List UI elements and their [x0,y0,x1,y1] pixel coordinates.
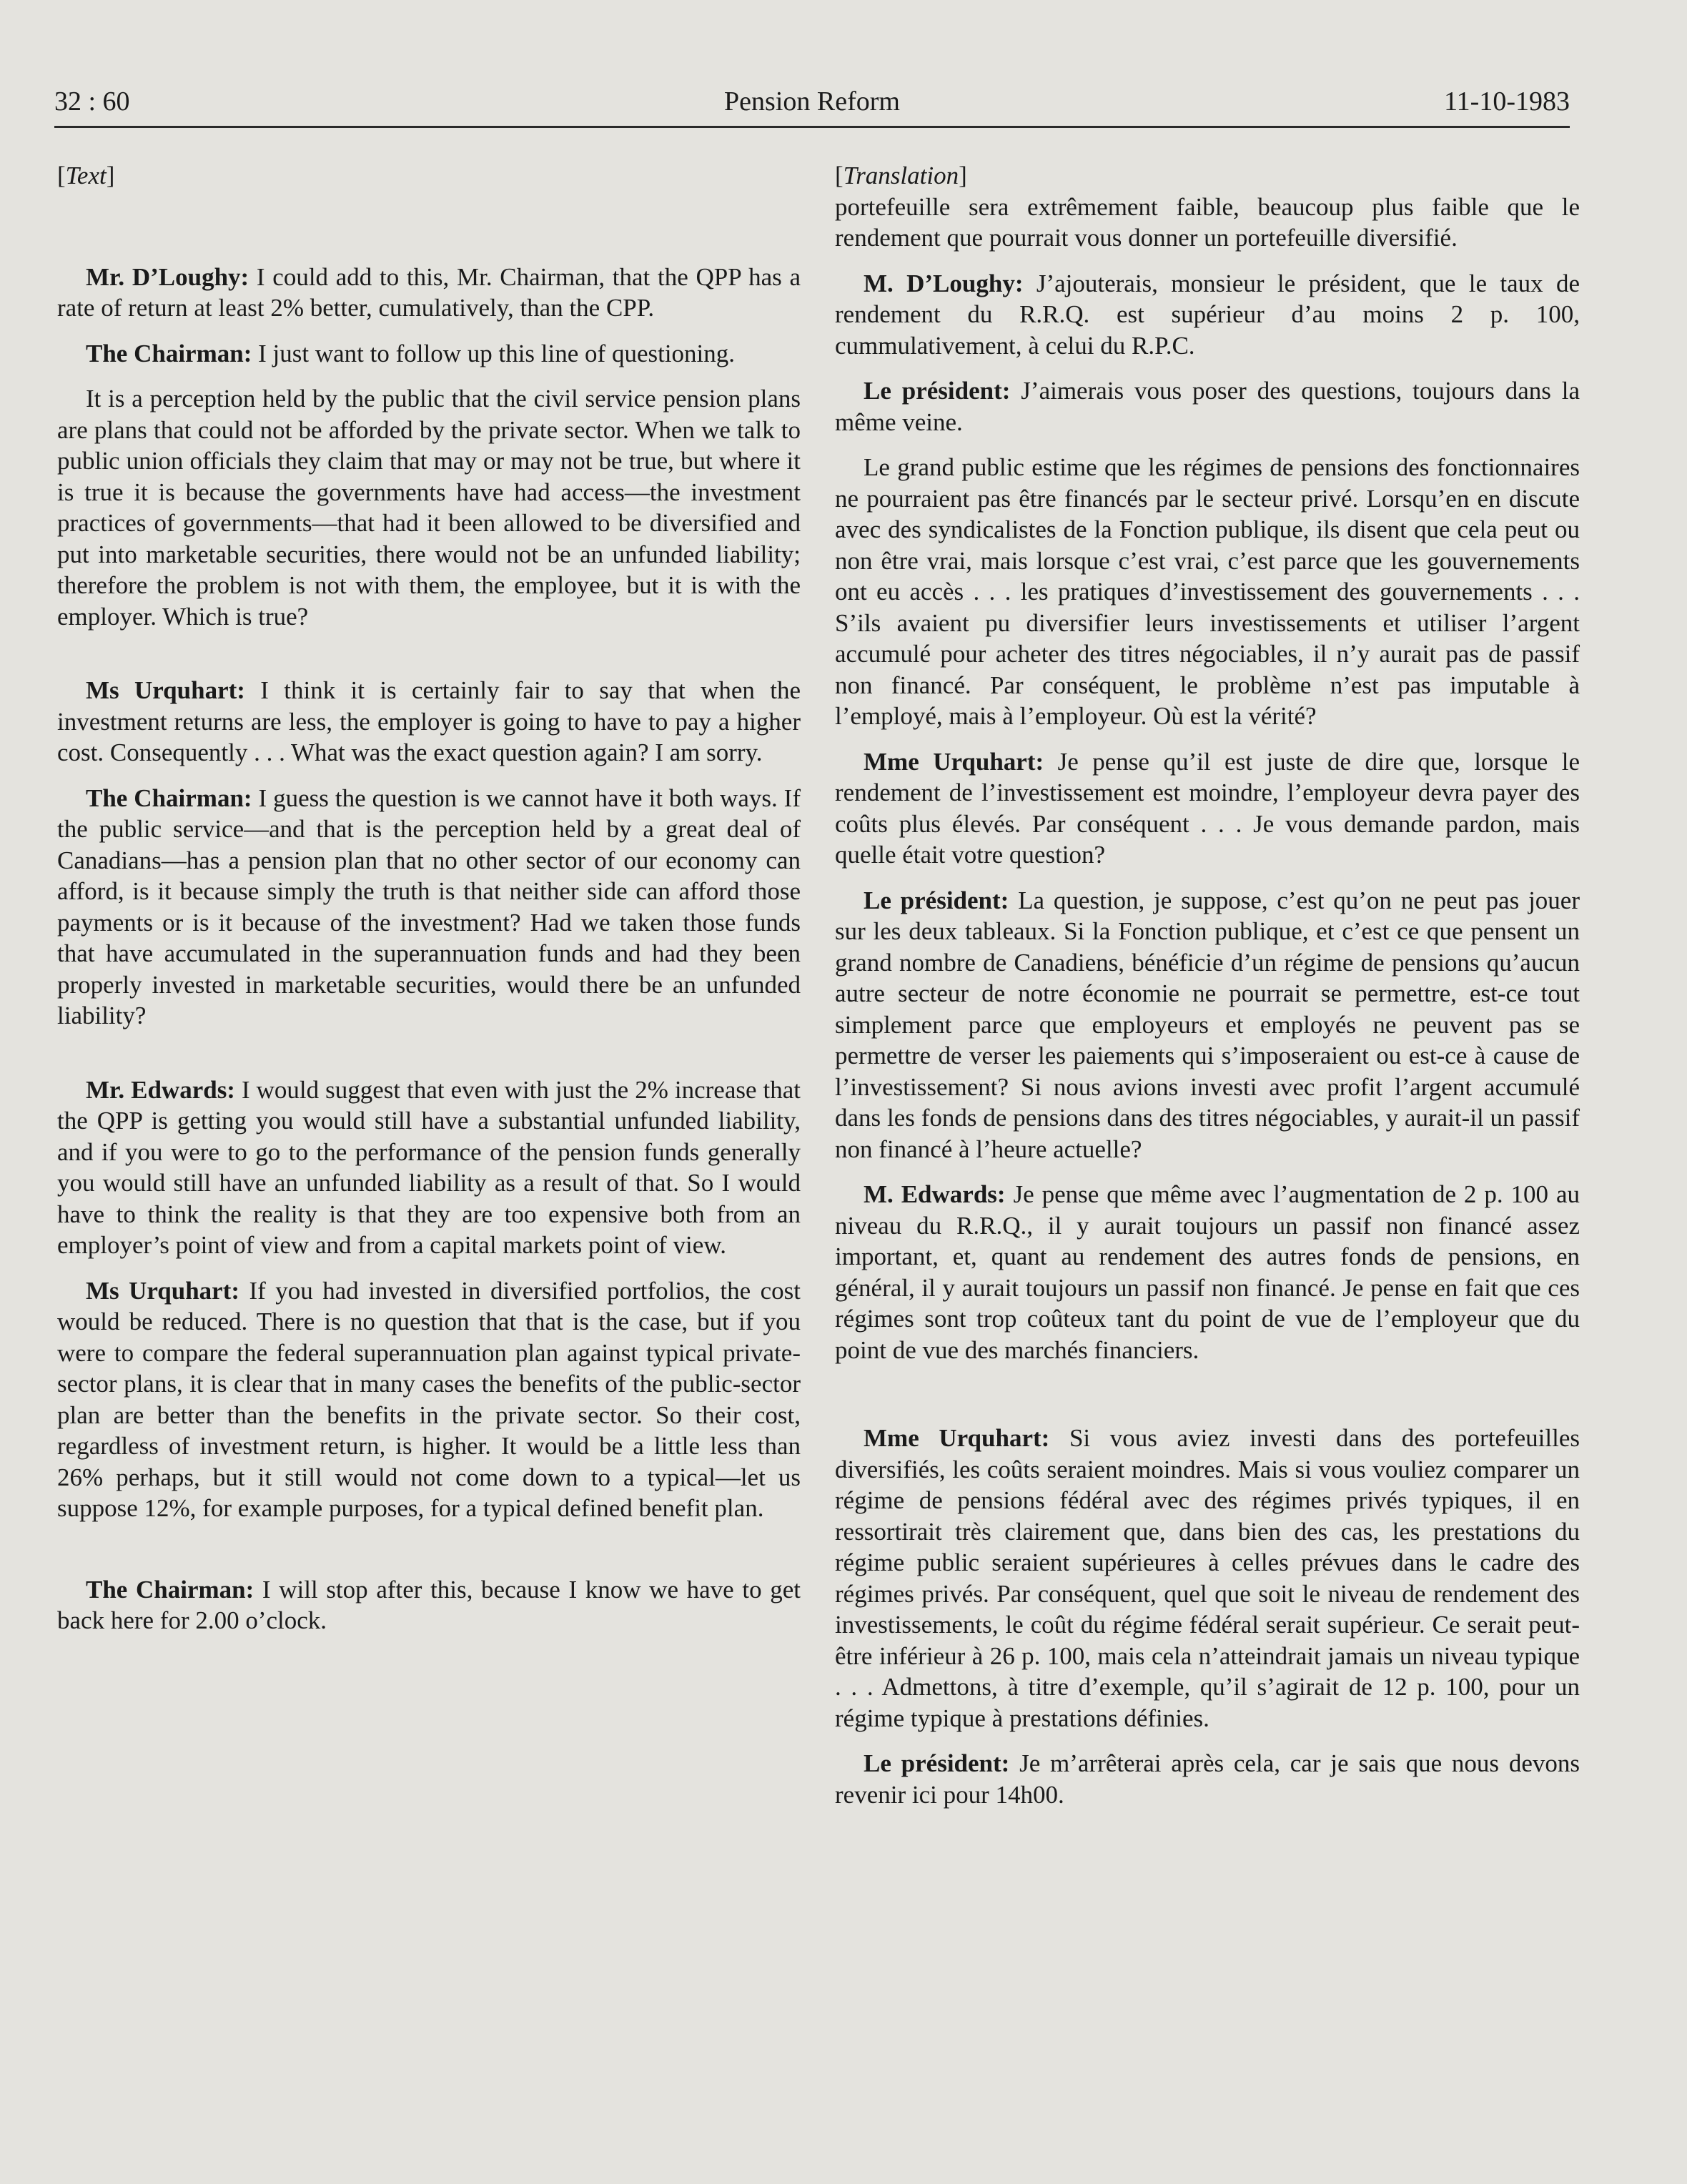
speaker-name: The Chairman: [86,339,252,367]
speaker-name: The Chairman: [86,784,252,812]
transcript-paragraph: Le président: Je m’arrêterai après cela, car je sais que nous devons revenir ici pour 14h00. [835,1749,1580,1809]
page-number: 32 : 60 [54,87,130,117]
speaker-name: The Chairman: [86,1575,254,1604]
transcript-paragraph: The Chairman: I will stop after this, because I know we have to get back here for 2.00 o’clock. [57,1575,801,1634]
speaker-name: Mme Urquhart: [864,747,1044,776]
transcript-paragraph: M. D’Loughy: J’ajouterais, monsieur le président, que le taux de rendement du R.R.Q. est supérieur d’au moins 2 p. 100, cummulativement, à celui du R.P.C. [835,269,1580,360]
transcript-paragraph: Le président: J’aimerais vous poser des questions, toujours dans la même veine. [835,377,1580,436]
transcript-paragraph: Mr. D’Loughy: I could add to this, Mr. Chairman, that the QPP has a rate of return at least 2% better, cumulatively, than the CPP. [57,262,801,322]
speaker-name: Ms Urquhart: [86,676,245,704]
speaker-name: Le président: [864,377,1011,405]
transcript-paragraph: The Chairman: I guess the question is we cannot have it both ways. If the public service—and that is the perception held by a great deal of Canadians—has a pension plan that no other sector of our economy can afford, is it because simply the truth is that neither side can afford those payments or is it because of the investment? Had we taken those funds that have accumulated in the superannuation funds and had they been properly invested in marketable securities, would there be an unfunded liability? [57,784,801,1029]
transcript-paragraph: M. Edwards: Je pense que même avec l’augmentation de 2 p. 100 au niveau du R.R.Q., il y aurait toujours un passif non financé assez important, et, quant au rendement des autres fonds de pensions, en général, il y aurait toujours un passif non financé. Je pense en fait que ces régimes sont trop coûteux tant du point de vue de l’employeur que du point de vue des marchés financiers. [835,1180,1580,1364]
transcript-paragraph: It is a perception held by the public that the civil service pension plans are plans that could not be afforded by the private sector. When we talk to public union officials they claim that may or may not be true, but where it is true it is because the governments have had access—the investment practices of governments—that had it been allowed to be diversified and put into marketable securities, there would not be an unfunded liability; therefore the problem is not with them, the employee, but it is with the employer. Which is true? [57,385,801,631]
section-label-translation: [Translation] [835,162,967,189]
speaker-name: Mr. D’Loughy: [86,262,249,291]
transcript-paragraph: The Chairman: I just want to follow up this line of questioning. [86,339,736,367]
speaker-name: M. Edwards: [864,1180,1006,1208]
transcript-paragraph: Mr. Edwards: I would suggest that even with just the 2% increase that the QPP is getting you would still have a substantial unfunded liability, and if you were to go to the performance of the pension funds generally you would still have an unfunded liability as a result of that. So I would have to think the reality is that they are too expensive both from an employer’s point of view and from a capital markets point of view. [57,1075,801,1259]
speaker-name: Le président: [864,886,1009,914]
running-title: Pension Reform [724,87,900,117]
speaker-name: Le président: [864,1749,1010,1777]
transcript-paragraph: Mme Urquhart: Je pense qu’il est juste de dire que, lorsque le rendement de l’investissement est moindre, l’employeur devra payer des coûts plus élevés. Par conséquent . . . Je vous demande pardon, mais quelle était votre question? [835,747,1580,869]
transcript-paragraph: Ms Urquhart: If you had invested in diversified portfolios, the cost would be reduced. There is no question that that is the case, but if you were to compare the federal superannuation plan against typical private-sector plans, it is clear that in many cases the benefits of the public-sector plan are better than the benefits in the private sector. So their cost, regardless of investment return, is higher. It would be a little less than 26% perhaps, but it still would not come down to a typical—let us suppose 12%, for example purposes, for a typical defined benefit plan. [57,1276,801,1522]
speaker-name: M. D’Loughy: [864,269,1024,297]
transcript-paragraph: Le grand public estime que les régimes de pensions des fonctionnaires ne pourraient pas être financés par le secteur privé. Lorsqu’en en discute avec des syndicalistes de la Fonction publique, ils disent que cela peut ou non être vrai, mais lorsque c’est vrai, c’est parce que les gouvernements ont eu accès . . . les pratiques d’investissement des gouvernements . . . S’ils avaient pu diversifier leurs investissements et utiliser l’argent accumulé pour acheter des titres négociables, il n’y aurait pas de passif non financé. Par conséquent, le problème n’est pas imputable à l’employé, mais à l’employeur. Où est la vérité? [835,453,1580,730]
transcript-paragraph: Mme Urquhart: Si vous aviez investi dans des portefeuilles diversifiés, les coûts seraient moindres. Mais si vous vouliez comparer un régime de pensions fédéral avec des régimes privés typiques, il en ressortirait très clairement que, dans bien des cas, les prestations du régime public seraient supérieures à celles prévues dans le cadre des régimes privés. Par conséquent, quel que soit le niveau de rendement des investissements, le coût du régime fédéral serait supérieur. Ce serait peut-être inférieur à 26 p. 100, mais cela n’atteindrait jamais un niveau typique . . . Admettons, à titre d’exemple, qu’il s’agirait de 12 p. 100, pour un régime typique à prestations définies. [835,1424,1580,1732]
transcript-paragraph: portefeuille sera extrêmement faible, beaucoup plus faible que le rendement que pourrait vous donner un portefeuille diversifié. [835,192,1580,252]
speaker-name: Mme Urquhart: [864,1424,1050,1452]
french-column [835,160,1580,1810]
page-header [54,80,1570,128]
transcript-paragraph: Ms Urquhart: I think it is certainly fair to say that when the investment returns are less, the employer is going to have to pay a higher cost. Consequently . . . What was the exact question again? I am sorry. [57,676,801,766]
section-label-text: [Text] [57,162,115,189]
speaker-name: Mr. Edwards: [86,1075,235,1104]
transcript-paragraph: Le président: La question, je suppose, c’est qu’on ne peut pas jouer sur les deux tableaux. Si la Fonction publique, et c’est ce que pensent un grand nombre de Canadiens, bénéficie d’un régime de pensions qu’aucun autre secteur de notre économie ne pourrait se permettre, est-ce tout simplement parce que employeurs et employés ne peuvent pas se permettre de verser les paiements qui s’imposeraient ou est-ce à cause de l’investissement? Si nous avions investi avec profit l’argent accumulé dans les fonds de pensions dans des titres négociables, y aurait-il un passif non financé à l’heure actuelle? [835,886,1580,1163]
header-date: 11-10-1983 [1444,87,1570,117]
english-column [57,160,801,1636]
speaker-name: Ms Urquhart: [86,1276,240,1305]
